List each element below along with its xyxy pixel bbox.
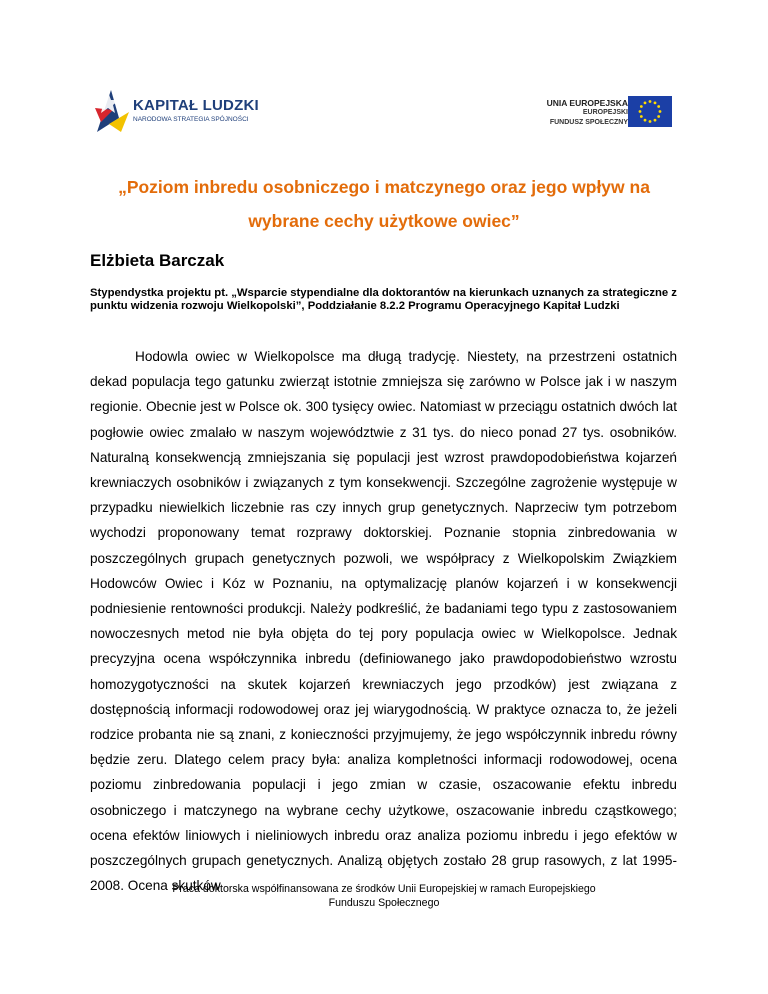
eu-star-icon	[644, 101, 647, 104]
kapital-ludzki-logo	[93, 88, 263, 132]
eu-star-icon	[654, 101, 657, 104]
scholarship-note: Stypendystka projektu pt. „Wsparcie stypendialne dla doktorantów na kierunkach uznanych za strategiczne z punktu widzenia rozwoju Wielkopolski”, Poddziałanie 8.2.2 Programu Operacyjnego Kapitał Ludzki	[90, 287, 677, 312]
footer-line1: Praca doktorska współfinansowana ze środków Unii Europejskiej w ramach Europejskiego	[172, 883, 596, 895]
eu-star-icon	[640, 105, 643, 108]
footer-note	[60, 882, 708, 910]
body-paragraph: Hodowla owiec w Wielkopolsce ma długą tradycję. Niestety, na przestrzeni ostatnich dekad populacja tego gatunku zwierząt istotnie zmniejsza się zarówno w Polsce jak i w naszym regionie. Obecnie jest w Polsce ok. 300 tysięcy owiec. Natomiast w przeciągu ostatnich dwóch lat pogłowie owiec zmalało w naszym województwie z 31 tys. do nieco ponad 27 tys. osobników. Naturalną konsekwencją zmniejszania się populacji jest wzrost prawdopodobieństwa kojarzeń krewniaczych osobników i związanych z tym konsekwencji. Szczególne zagrożenie występuje w przypadku niewielkich liczebnie ras czy innych grup genetycznych. Naprzeciw tym potrzebom wychodzi proponowany temat rozprawy doktorskiej. Poznanie stopnia zinbredowania w poszczególnych grupach genetycznych pozwoli, we współpracy z Wielkopolskim Związkiem Hodowców Owiec i Kóz w Poznaniu, na optymalizację planów kojarzeń i w konsekwencji podniesienie rentowności produkcji. Należy podkreślić, że badaniami tego typu z zastosowaniem nowoczesnych metod nie była objęta do tej pory populacja owiec w Wielkopolsce. Jednak precyzyjna ocena współczynnika inbredu (definiowanego jako prawdopodobieństwo wzrostu homozygotyczności na skutek kojarzeń krewniaczych jego przodków) jest związana z dostępnością informacji rodowodowej oraz jej wiarygodnością. W praktyce oznacza to, że jeżeli rodzice probanta nie są znani, z konieczności przyjmujemy, że jego współczynnik inbredu równy będzie zeru. Dlatego celem pracy była: analiza kompletności informacji rodowodowej, ocena poziomu zinbredowania populacji i jego zmian w czasie, oszacowanie efektu inbredu osobniczego i matczynego na wybrane cechy użytkowe, oszacowanie inbredu cząstkowego; ocena efektów liniowych i nieliniowych inbredu oraz analiza poziomu inbredu i jego efektów w poszczególnych grupach genetycznych. Analizą objętych zostało 28 grup rasowych, z lat 1995-2008. Ocena skutków	[90, 349, 677, 894]
eu-logo-line2: EUROPEJSKI	[582, 109, 628, 116]
eu-flag-icon	[628, 96, 672, 127]
footer-line2: Funduszu Społecznego	[328, 897, 440, 909]
author-name: Elżbieta Barczak	[90, 251, 225, 270]
eu-logo	[512, 96, 672, 130]
eu-star-icon	[639, 110, 642, 113]
kapital-ludzki-title: KAPITAŁ LUDZKI	[133, 97, 259, 114]
document-title	[60, 170, 708, 238]
eu-star-icon	[649, 120, 652, 123]
document-title-line2: wybrane cechy użytkowe owiec”	[248, 211, 520, 231]
eu-star-icon	[657, 105, 660, 108]
eu-logo-line3: FUNDUSZ SPOŁECZNY	[549, 119, 628, 126]
eu-star-icon	[644, 119, 647, 122]
eu-star-icon	[659, 110, 662, 113]
eu-logo-line1: UNIA EUROPEJSKA	[546, 98, 628, 108]
eu-star-icon	[654, 119, 657, 122]
document-title-line1: „Poziom inbredu osobniczego i matczynego oraz jego wpływ na	[118, 177, 650, 197]
eu-star-icon	[640, 115, 643, 118]
eu-star-icon	[649, 100, 652, 103]
kapital-ludzki-subtitle: NARODOWA STRATEGIA SPÓJNOŚCI	[133, 116, 249, 123]
kapital-ludzki-emblem-icon	[93, 88, 131, 132]
eu-star-icon	[657, 115, 660, 118]
